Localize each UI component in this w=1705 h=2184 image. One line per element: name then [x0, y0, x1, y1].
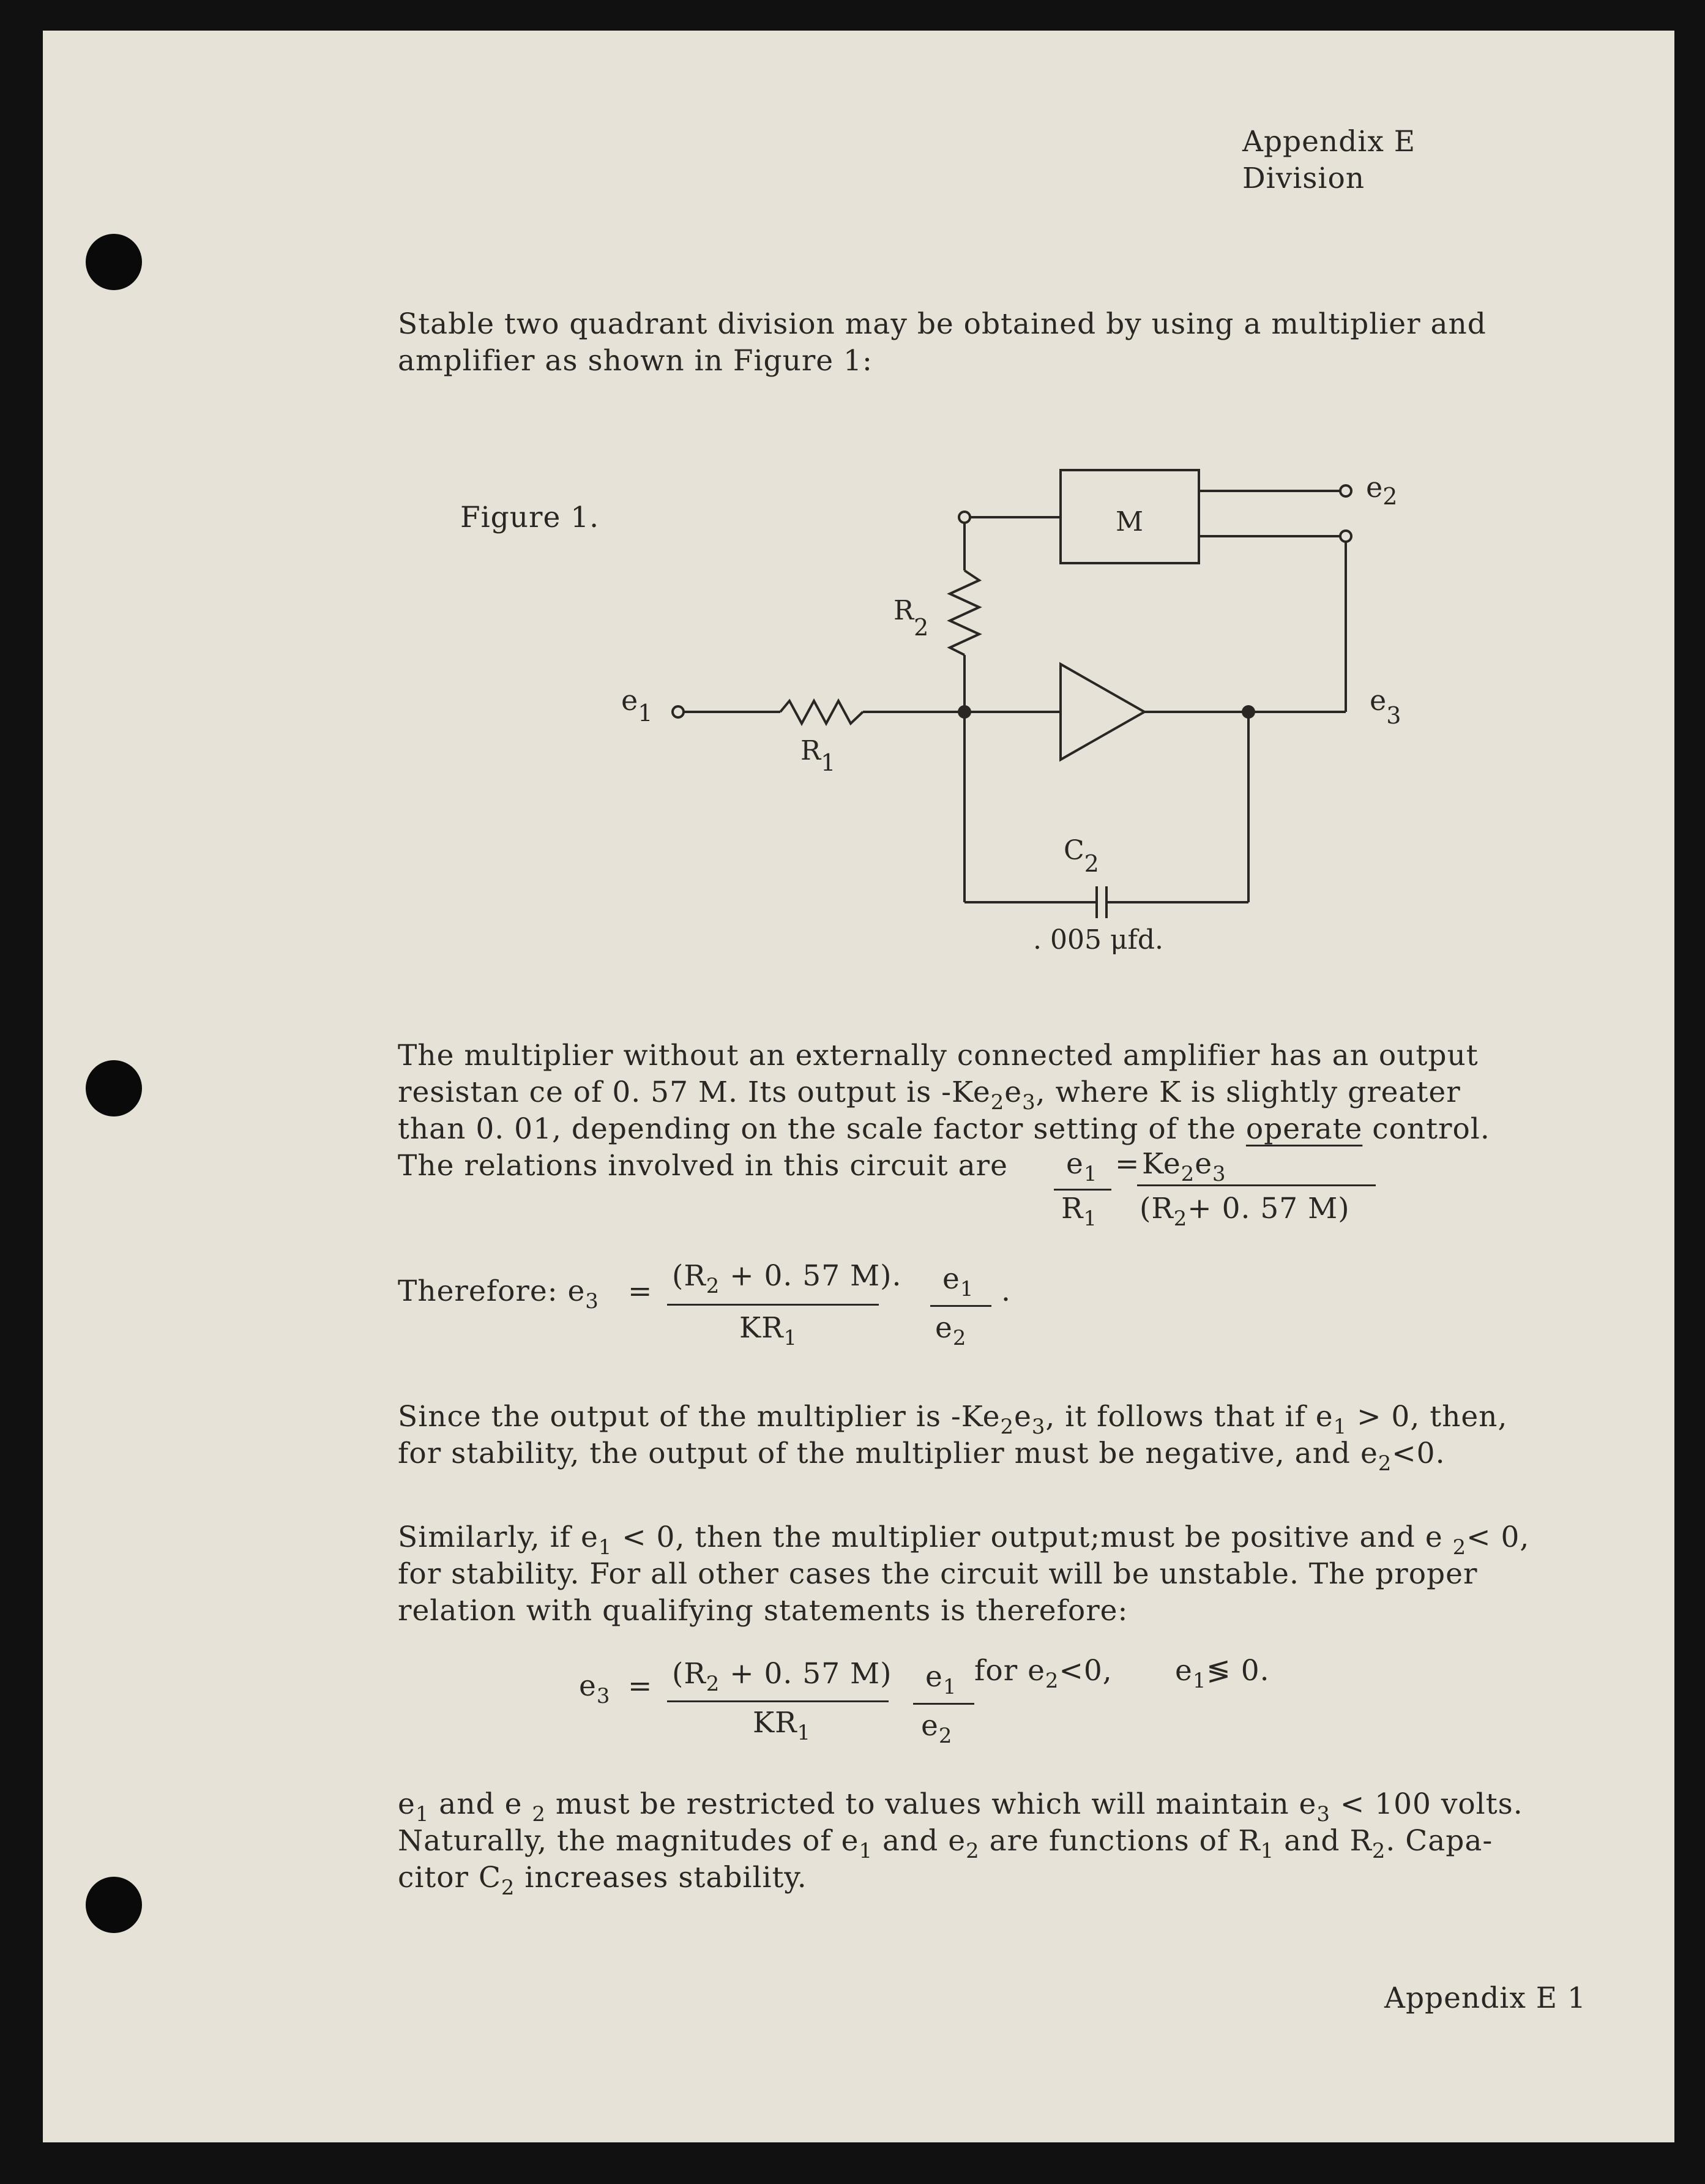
e1-label: $e_1$ — [621, 684, 653, 727]
r2-resistor — [950, 570, 979, 655]
e2-terminal — [1340, 485, 1351, 496]
therefore-numerator: ($R_2 + 0$. 57 M). — [672, 1259, 902, 1298]
junction-node — [958, 705, 971, 719]
therefore-period: . — [1001, 1274, 1011, 1308]
r1-label: R1 — [800, 735, 836, 776]
junction-node — [1242, 705, 1255, 719]
header-appendix: Appendix E — [1242, 125, 1416, 159]
final-eq-denominator: $KR_1$ — [753, 1706, 811, 1745]
intro-line-1: Stable two quadrant division may be obtained by using a multiplier and — [398, 307, 1487, 341]
final-eq-frac2-den: $e_2$ — [921, 1709, 953, 1748]
final-eq-equals: = — [628, 1669, 653, 1703]
para4-line-1: $e_1$ and e $_2$ must be restricted to values which will maintain $e_3 < 100$ volts. — [398, 1787, 1523, 1826]
c2-label: C2 — [1064, 835, 1099, 877]
final-eq-frac-line — [667, 1700, 889, 1702]
final-eq-lhs: $e_3$ — [579, 1669, 611, 1708]
relation-den-right: ($R_2+ 0$. 57 M) — [1140, 1192, 1350, 1230]
footer-page-label: Appendix E 1 — [1384, 1981, 1586, 2015]
para1-line-4: The relations involved in this circuit are — [398, 1149, 1008, 1183]
figure-caption: Figure 1. — [460, 501, 600, 534]
terminal-node — [959, 512, 970, 523]
para4-line-3: citor $C_2$ increases stability. — [398, 1861, 807, 1899]
r1-resistor — [780, 701, 863, 724]
cap-value-label: . 005 μfd. — [1033, 924, 1163, 956]
final-eq-numerator: ($R_2 + 0$. 57 M) — [672, 1657, 892, 1696]
relation-equals: = — [1115, 1147, 1140, 1181]
para1-line-2: resistan ce of 0. 57 M. Its output is $-Ke_2e_3$, where K is slightly greater — [398, 1075, 1461, 1114]
multiplier-label: M — [1116, 506, 1144, 537]
therefore-frac2-num: $e_1$ — [942, 1262, 974, 1301]
therefore-frac2-line — [930, 1305, 991, 1307]
therefore-denominator: $KR_1$ — [739, 1311, 798, 1350]
e3-label: $e_3$ — [1370, 684, 1401, 729]
therefore-equals: = — [628, 1274, 653, 1308]
r2-label: R2 — [894, 595, 929, 641]
final-eq-frac2-num: $e_1$ — [925, 1660, 957, 1699]
para1-line-1: The multiplier without an externally connected amplifier has an output — [398, 1039, 1479, 1072]
para3-line-2: for stability. For all other cases the circuit will be unstable. The proper — [398, 1557, 1478, 1591]
therefore-frac2-den: $e_2$ — [935, 1311, 967, 1350]
para2-line-2: for stability, the output of the multiplier must be negative, and $e_2<0$. — [398, 1437, 1446, 1475]
header-division: Division — [1242, 162, 1365, 195]
para3-line-3: relation with qualifying statements is therefore: — [398, 1594, 1129, 1628]
relation-den-left: $R_1$ — [1061, 1192, 1097, 1230]
final-eq-frac2-line — [913, 1703, 974, 1705]
amplifier-triangle — [1061, 664, 1144, 760]
para1-line-3: than 0. 01, depending on the scale factor setting of the operate control. — [398, 1112, 1490, 1146]
terminal-node — [1340, 531, 1351, 542]
relation-frac-line-right — [1137, 1184, 1376, 1186]
para4-line-2: Naturally, the magnitudes of $e_1$ and $e_2$ are functions of $R_1$ and $R_2$. Capa- — [398, 1824, 1493, 1863]
para2-line-1: Since the output of the multiplier is $-Ke_2e_3$, it follows that if $e_1 > 0$, then, — [398, 1400, 1508, 1438]
e1-terminal — [673, 706, 684, 717]
final-eq-condition-2: $e_1≶$ 0. — [1175, 1654, 1270, 1692]
para3-line-1: Similarly, if $e_1 < 0$, then the multiplier output;must be positive and e $_2$< 0, — [398, 1520, 1530, 1559]
relation-num-left: $e_1$ — [1066, 1147, 1098, 1186]
therefore-frac-line — [667, 1304, 879, 1306]
therefore-label: Therefore: $e_3$ — [398, 1274, 599, 1313]
e2-label: $e_2$ — [1366, 471, 1398, 510]
relation-num-right: $Ke_2e_3$ — [1142, 1147, 1226, 1186]
intro-line-2: amplifier as shown in Figure 1: — [398, 344, 873, 378]
final-eq-condition: for $e_2<0$, — [974, 1654, 1113, 1692]
